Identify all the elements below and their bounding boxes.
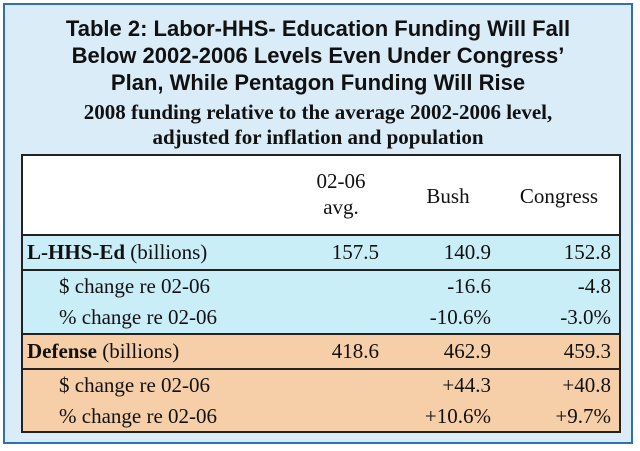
- header-avg: [301, 168, 381, 220]
- funding-table: [21, 154, 621, 433]
- defense-total-row: [23, 335, 619, 370]
- lhhs-row-label: [27, 236, 207, 269]
- defense-congress: 459.3: [563, 339, 611, 363]
- lhhs-pct-congress: -3.0%: [560, 305, 611, 329]
- header-bush: Bush: [426, 184, 470, 208]
- lhhs-unit: (billions): [125, 240, 208, 264]
- lhhs-congress: 152.8: [563, 240, 611, 264]
- lhhs-dollar-bush: -16.6: [447, 274, 491, 298]
- defense-dollar-label: $ change re 02-06: [59, 373, 211, 397]
- defense-dollar-bush: +44.3: [442, 373, 491, 397]
- defense-pct-row: [23, 401, 619, 432]
- defense-pct-congress: +9.7%: [555, 404, 611, 428]
- lhhs-pct-row: [23, 302, 619, 333]
- lhhs-avg: 157.5: [331, 240, 379, 264]
- lhhs-section: [23, 236, 619, 335]
- table-title: [5, 15, 631, 96]
- subtitle-line-1: 2008 funding relative to the average 2002-2006 level,: [83, 100, 553, 124]
- lhhs-name: L-HHS-Ed: [27, 240, 126, 264]
- table-frame: [3, 3, 633, 444]
- lhhs-dollar-congress: -4.8: [577, 274, 611, 298]
- subtitle-line-2: adjusted for inflation and population: [152, 125, 484, 149]
- defense-pct-bush: +10.6%: [424, 404, 491, 428]
- title-line-3: Plan, While Pentagon Funding Will Rise: [110, 70, 526, 95]
- lhhs-dollar-label: $ change re 02-06: [59, 274, 211, 298]
- defense-row-label: [27, 335, 179, 368]
- defense-section: [23, 335, 619, 431]
- lhhs-total-row: [23, 236, 619, 271]
- title-line-2: Below 2002-2006 Levels Even Under Congress’: [71, 43, 565, 68]
- table-header: [23, 156, 619, 236]
- title-line-1: Table 2: Labor-HHS- Education Funding Will Fall: [65, 16, 571, 41]
- defense-bush: 462.9: [443, 339, 491, 363]
- lhhs-pct-bush: -10.6%: [429, 305, 491, 329]
- header-congress: Congress: [519, 184, 599, 208]
- header-avg-line-1: 02-06: [316, 169, 366, 193]
- lhhs-pct-label: % change re 02-06: [59, 305, 218, 329]
- defense-dollar-row: [23, 370, 619, 401]
- defense-dollar-congress: +40.8: [562, 373, 611, 397]
- header-avg-line-2: avg.: [323, 195, 359, 219]
- defense-pct-label: % change re 02-06: [59, 404, 218, 428]
- defense-name: Defense: [27, 339, 97, 363]
- lhhs-bush: 140.9: [443, 240, 491, 264]
- table-subtitle: [5, 100, 631, 150]
- lhhs-dollar-row: [23, 271, 619, 302]
- defense-unit: (billions): [96, 339, 180, 363]
- defense-avg: 418.6: [331, 339, 379, 363]
